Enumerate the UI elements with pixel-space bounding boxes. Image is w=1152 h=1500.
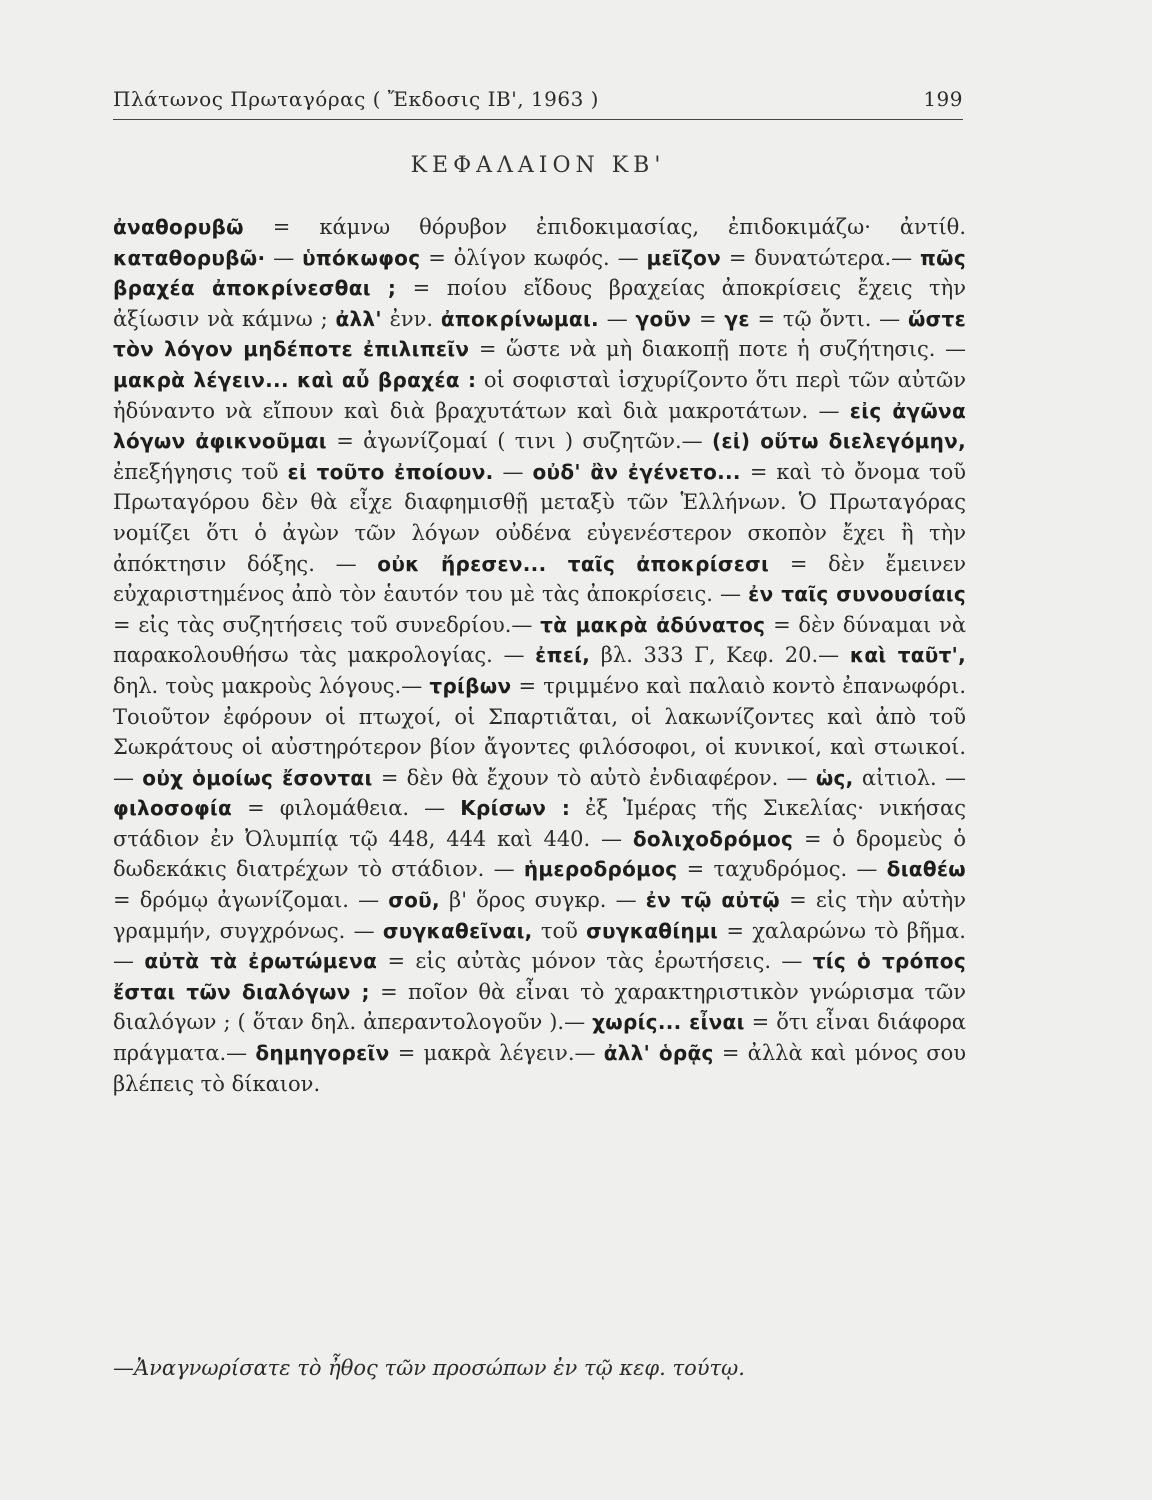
- gloss-text: —: [493, 459, 533, 484]
- lemma: διαθέω: [886, 857, 966, 882]
- lemma: σοῦ,: [388, 888, 440, 913]
- lemma: αὐτὰ τὰ ἐρωτώμενα: [144, 949, 378, 974]
- gloss-text: = ὁ δρομεὺς ὁ δωδεκάκις διατρέχων τὸ στάδιον. —: [113, 826, 966, 882]
- chapter-title: ΚΕΦΑΛΑΙΟΝ ΚΒ': [410, 153, 666, 178]
- lemma: ἐν τῷ αὐτῷ: [645, 888, 780, 913]
- gloss-text: = ποίου εἴδους βραχείας ἀποκρίσεις ἔχεις τὴν ἀξίωσιν νὰ κάμνω ;: [113, 276, 966, 331]
- lemma: οὐχ ὁμοίως ἔσονται: [142, 765, 373, 790]
- gloss-text: = εἰς τὰς συζητήσεις τοῦ συνεδρίου.—: [113, 612, 541, 637]
- page-number: 199: [923, 87, 963, 111]
- gloss-text: = τῷ ὄντι. —: [749, 306, 908, 331]
- gloss-text: ἐνν.: [381, 306, 441, 331]
- lemma: ἀναθορυβῶ: [113, 215, 244, 239]
- lemma: ὥστε τὸν λόγον μηδέποτε ἐπιλιπεῖν: [113, 306, 967, 362]
- lemma: τίς ὁ τρόπος ἔσται τῶν διαλόγων ;: [113, 949, 966, 1004]
- lemma: γοῦν: [635, 306, 692, 331]
- lemma: οὐδ' ἂν ἐγένετο...: [532, 459, 741, 484]
- gloss-text: βλ. 333 Γ, Κεφ. 20.—: [590, 643, 850, 668]
- gloss-text: = εἰς τὴν αὐτὴν γραμμήν, συγχρόνως. —: [113, 888, 966, 943]
- gloss-text: = δὲν δύναμαι νὰ παρακολουθήσω τὰς μακρολογίας. —: [113, 612, 967, 668]
- lemma: ἀποκρίνωμαι.: [440, 306, 599, 331]
- lemma: γε: [724, 306, 750, 331]
- gloss-text: = εἰς αὐτὰς μόνον τὰς ἐρωτήσεις. —: [377, 949, 813, 974]
- lemma: ὡς,: [815, 765, 854, 790]
- lemma: ὑπόκωφος: [302, 245, 421, 270]
- lemma: τὰ μακρὰ ἀδύνατος: [540, 612, 766, 637]
- gloss-text: οἱ σοφισταὶ ἰσχυρίζοντο ὅτι περὶ τῶν αὐτῶν ἠδύναντο νὰ εἴπουν καὶ διὰ βραχυτάτων καὶ διὰ μακροτάτων. —: [113, 367, 966, 423]
- gloss-text: β' ὅρος συγκρ. —: [439, 888, 646, 913]
- lemma: φιλοσοφία: [113, 796, 233, 821]
- lemma: μεῖζον: [646, 245, 722, 270]
- gloss-text: = δυνατώτερα.—: [721, 245, 921, 270]
- lemma: καταθορυβῶ·: [113, 245, 266, 270]
- gloss-text: τοῦ: [532, 918, 587, 943]
- lemma: δημηγορεῖν: [255, 1041, 390, 1066]
- closing-note: —Ἀναγνωρίσατε τὸ ἦθος τῶν προσώπων ἐν τῷ κεφ. τούτῳ.: [113, 1356, 745, 1380]
- gloss-text: ἐξ Ἱμέρας τῆς Σικελίας· νικήσας στάδιον ἐν Ὀλυμπίᾳ τῷ 448, 444 καὶ 440. —: [113, 796, 966, 851]
- lemma: χωρίς... εἶναι: [592, 1010, 745, 1035]
- lemma: (εἰ) οὕτω διελεγόμην,: [711, 429, 966, 454]
- lemma: ἀλλ' ὁρᾷς: [603, 1041, 714, 1066]
- gloss-text: = φιλομάθεια. —: [232, 796, 461, 821]
- lemma: ἀλλ': [335, 306, 382, 331]
- gloss-text: = χαλαρώνω τὸ βῆμα. —: [113, 918, 966, 974]
- running-header: [113, 86, 963, 120]
- gloss-text: = ταχυδρόμος. —: [677, 857, 887, 882]
- lemma: συγκαθεῖναι,: [382, 918, 533, 943]
- gloss-text: = ὀλίγον κωφός. —: [420, 245, 647, 270]
- gloss-text: = δὲν ἔμεινεν εὐχαριστημένος ἀπὸ τὸν ἑαυτόν του μὲ τὰς ἀποκρίσεις. —: [113, 551, 966, 607]
- gloss-text: = δρόμῳ ἀγωνίζομαι. —: [113, 888, 389, 913]
- lemma: ἐν ταῖς συνουσίαις: [748, 582, 966, 607]
- lemma: μακρὰ λέγειν... καὶ αὖ βραχέα :: [113, 367, 477, 392]
- gloss-text: =: [691, 306, 725, 331]
- lemma: οὐκ ἤρεσεν... ταῖς ἀποκρίσεσι: [377, 551, 770, 576]
- gloss-text: = κάμνω θόρυβον ἐπιδοκιμασίας, ἐπιδοκιμάζω· ἀντίθ.: [243, 215, 966, 239]
- gloss-text: = μακρὰ λέγειν.—: [389, 1041, 604, 1066]
- lemma: πῶς βραχέα ἀποκρίνεσθαι ;: [113, 245, 967, 301]
- lemma: εἰς ἀγῶνα λόγων ἀφικνοῦμαι: [113, 398, 966, 454]
- gloss-text: = τριμμένο καὶ παλαιὸ κοντὸ ἐπανωφόρι. Τοιοῦτον ἐφόρουν οἱ πτωχοί, οἱ Σπαρτιᾶται, οἱ λακωνίζοντες καὶ ἀπὸ τοῦ Σωκράτους οἱ αὐστηρότερον βίον ἄγοντες φιλόσοφοι, οἱ κυνικοί, καὶ στωικοί. —: [113, 673, 966, 790]
- lemma: ἡμεροδρόμος: [523, 857, 678, 882]
- gloss-text: αἰτιολ. —: [853, 765, 966, 790]
- commentary-body: [113, 212, 966, 1099]
- gloss-text: = καὶ τὸ ὄνομα τοῦ Πρωταγόρου δὲν θὰ εἶχε διαφημισθῇ μεταξὺ τῶν Ἑλλήνων. Ὁ Πρωταγόρας νομίζει ὅτι ὁ ἀγὼν τῶν λόγων οὐδένα εὐγενέστερον σκοπὸν ἔχει ἢ τὴν ἀπόκτησιν δόξης. —: [113, 459, 966, 576]
- gloss-text: ἐπεξήγησις τοῦ: [113, 459, 288, 484]
- gloss-text: = δὲν θὰ ἔχουν τὸ αὐτὸ ἐνδιαφέρον. —: [372, 765, 816, 790]
- header-title: Πλάτωνος Πρωταγόρας ( Ἔκδοσις ΙΒ', 1963 ): [113, 87, 599, 111]
- gloss-text: = ποῖον θὰ εἶναι τὸ χαρακτηριστικὸν γνώρισμα τῶν διαλόγων ; ( ὅταν δηλ. ἀπεραντολογοῦν ).—: [113, 979, 966, 1035]
- lemma: ἐπεί,: [535, 643, 591, 668]
- gloss-text: —: [598, 306, 636, 331]
- lemma: εἰ τοῦτο ἐποίουν.: [287, 459, 494, 484]
- lemma: δολιχοδρόμος: [632, 826, 794, 851]
- gloss-text: = ὥστε νὰ μὴ διακοπῇ ποτε ἡ συζήτησις. —: [469, 337, 966, 362]
- lemma: καὶ ταῦτ',: [849, 643, 967, 668]
- gloss-text: = ὅτι εἶναι διάφορα πράγματα.—: [113, 1010, 966, 1066]
- lemma: Κρίσων :: [460, 796, 571, 821]
- lemma: συγκαθίημι: [586, 918, 719, 943]
- gloss-text: = ἀλλὰ καὶ μόνος σου βλέπεις τὸ δίκαιον.: [113, 1041, 966, 1096]
- gloss-text: = ἀγωνίζομαί ( τινι ) συζητῶν.—: [326, 429, 712, 454]
- lemma: τρίβων: [429, 673, 512, 698]
- gloss-text: δηλ. τοὺς μακροὺς λόγους.—: [113, 673, 430, 698]
- gloss-text: —: [265, 245, 303, 270]
